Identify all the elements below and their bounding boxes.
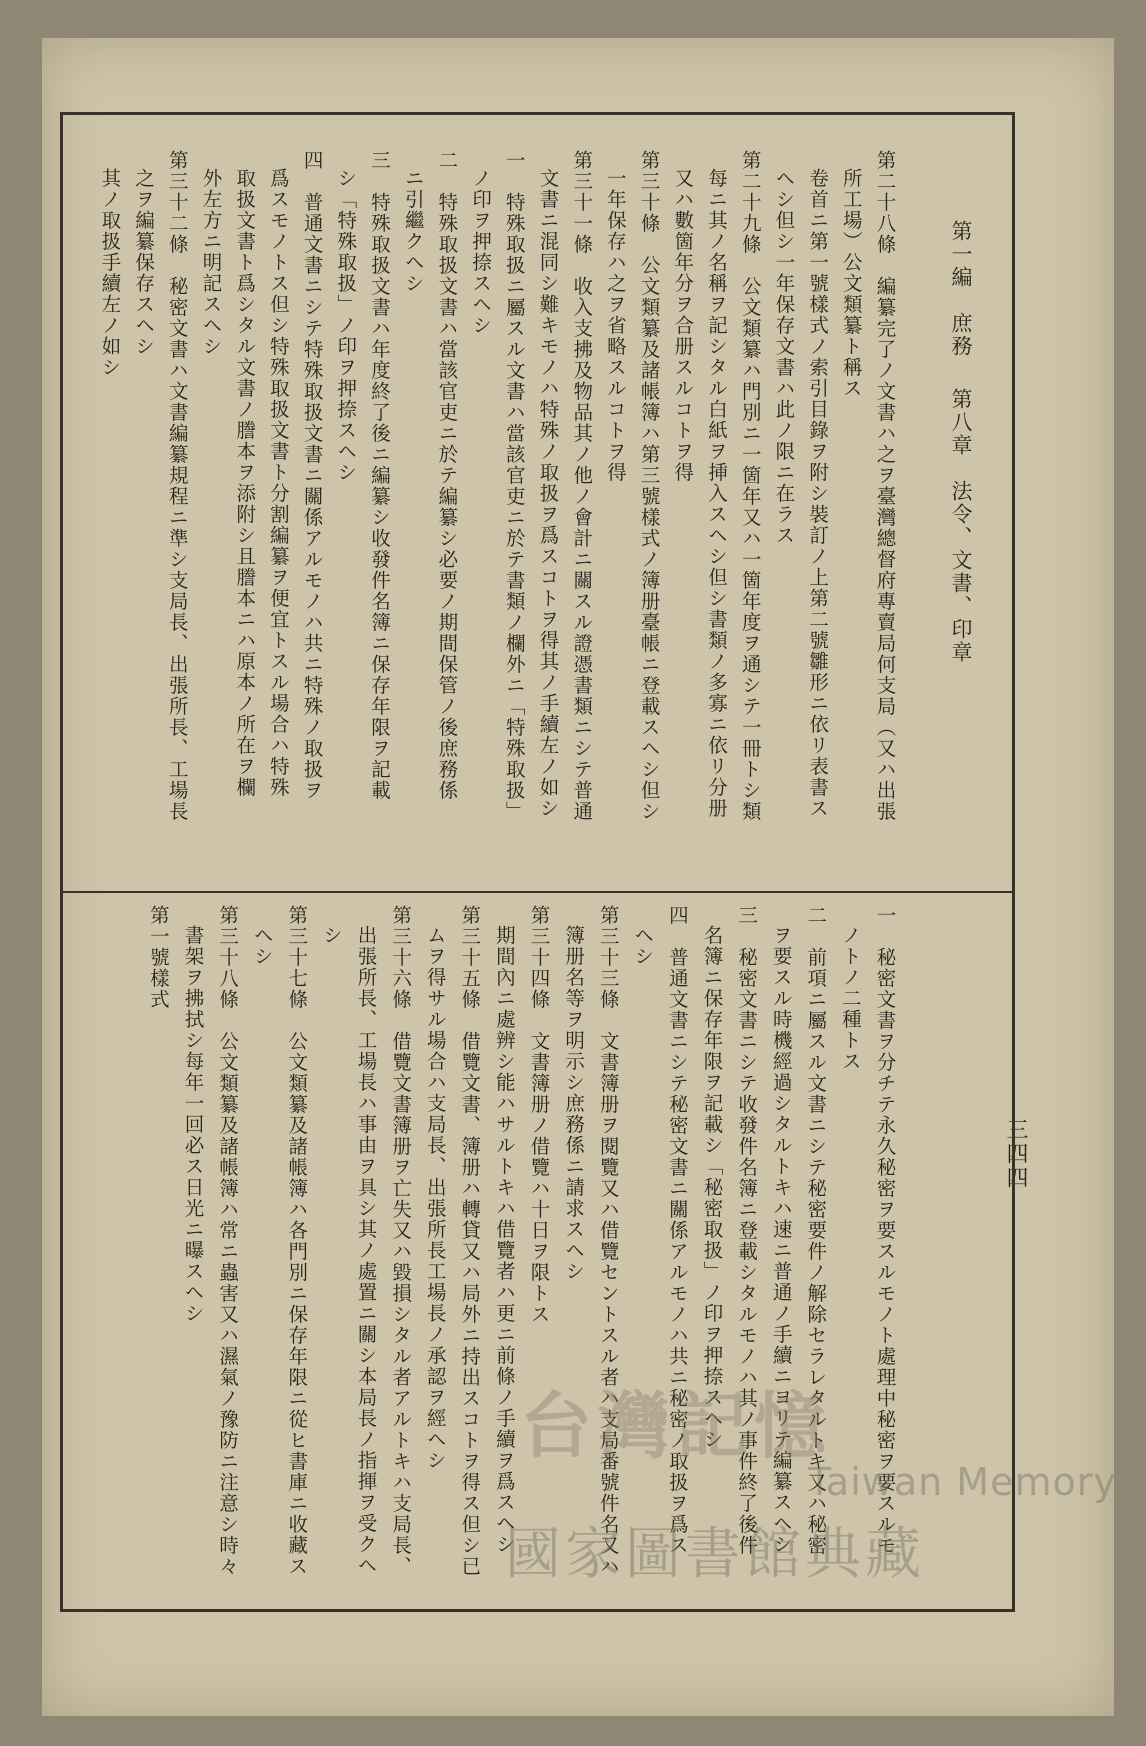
lower-text-line: 一 秘密文書ヲ分チテ永久秘密ヲ要スルモノト處理中秘密ヲ要スルモ <box>873 905 897 1556</box>
upper-text-line: 所工場）公文類纂ト稱ス <box>839 168 863 399</box>
chapter-title: 第八章 法令、文書、印章 <box>949 388 973 664</box>
upper-text-line: 文書ニ混同シ難キモノハ特殊ノ取扱ヲ爲スコトヲ得其ノ手續左ノ如シ <box>536 168 560 819</box>
upper-text-line: 第三十一條 收入支拂及物品其ノ他ノ會計ニ關スル證憑書類ニシテ普通 <box>570 150 594 822</box>
upper-text-line: 三 特殊取扱文書ハ年度終了後ニ編纂シ收發件名簿ニ保存年限ヲ記載 <box>368 150 391 801</box>
book-title: 第一編 庶務 <box>949 220 973 358</box>
upper-text-line: 卷首ニ第一號樣式ノ索引目錄ヲ附シ裝訂ノ上第二號雛形ニ依リ表書ス <box>806 168 830 819</box>
lower-text-line: 期間內ニ處辨シ能ハサルトキハ借覽者ハ更ニ前條ノ手續ヲ爲スヘシ <box>492 925 516 1555</box>
upper-text-line: 四 普通文書ニシテ特殊取扱文書ニ關係アルモノハ共ニ特殊ノ取扱ヲ <box>300 150 324 801</box>
lower-text-line: 二 前項ニ屬スル文書ニシテ秘密要件ノ解除セラレタルトキ又ハ秘密 <box>804 905 828 1556</box>
lower-text-line: 第三十七條 公文類纂及諸帳簿ハ各門別ニ保存年限ニ從ヒ書庫ニ收藏ス <box>285 905 309 1577</box>
upper-text-line: 二 特殊取扱文書ハ當該官吏ニ於テ編纂シ必要ノ期間保管ノ後庶務係 <box>435 150 459 801</box>
lower-text-line: ヘシ <box>250 925 274 967</box>
upper-text-line: 又ハ數箇年分ヲ合册スルコトヲ得 <box>671 168 695 483</box>
upper-text-line: 之ヲ編纂保存スヘシ <box>132 168 156 357</box>
upper-text-line: 爲スモノトス但シ特殊取扱文書ト分割編纂ヲ便宜トスル場合ハ特殊 <box>266 168 290 798</box>
lower-text-line: 出張所長、工場長ハ事由ヲ具シ其ノ處置ニ關シ本局長ノ指揮ヲ受クヘ <box>354 925 378 1576</box>
lower-text-line: 名簿ニ保存年限ヲ記載シ「秘密取扱」ノ印ヲ押捺スヘシ <box>700 925 724 1450</box>
upper-text-line: 取扱文書ト爲シタル文書ノ謄本ヲ添附シ且謄本ニハ原本ノ所在ヲ欄 <box>233 168 257 798</box>
watermark-chinese: 台灣記憶 <box>520 1384 833 1468</box>
lower-text-line: ヲ要スル時機經過シタルトキハ速ニ普通ノ手續ニヨリテ編纂スヘシ <box>769 925 793 1555</box>
upper-text-line: ニ引繼クヘシ <box>401 168 425 294</box>
watermark-english: Taiwan Memory <box>808 1460 1117 1504</box>
lower-text-line: 簿册名等ヲ明示シ庶務係ニ請求スヘシ <box>562 925 586 1282</box>
upper-text-line: 其ノ取扱手續左ノ如シ <box>98 168 122 378</box>
upper-text-line: シ「特殊取扱」ノ印ヲ押捺スヘシ <box>334 168 358 483</box>
lower-text-line: シ <box>319 925 343 946</box>
upper-text-line: ヘシ但シ一年保存文書ハ此ノ限ニ在ラス <box>772 168 796 546</box>
lower-text-line: 第一號樣式 <box>146 905 170 1010</box>
lower-text-line: 第三十八條 公文類纂及諸帳簿ハ常ニ蟲害又ハ濕氣ノ豫防ニ注意シ時々 <box>216 905 240 1577</box>
lower-text-line: ムヲ得サル場合ハ支局長、出張所長工場長ノ承認ヲ經ヘシ <box>423 925 447 1471</box>
lower-text-line: 書架ヲ拂拭シ每年一回必ス日光ニ曝スヘシ <box>181 925 205 1324</box>
upper-text-line: ノ印ヲ押捺スヘシ <box>469 168 493 336</box>
upper-text-line: 每ニ其ノ名稱ヲ記シタル白紙ヲ挿入スヘシ但シ書類ノ多寡ニ依リ分册 <box>705 168 728 819</box>
upper-text-line: 第二十八條 編纂完了ノ文書ハ之ヲ臺灣總督府專賣局何支局（又ハ出張 <box>873 150 897 822</box>
upper-text-line: 第三十二條 秘密文書ハ文書編纂規程ニ準シ支局長、出張所長、工場長 <box>165 150 189 822</box>
lower-text-line: ヘシ <box>631 925 655 967</box>
lower-text-line: ノトノ二種トス <box>838 925 862 1072</box>
upper-text-line: 外左方ニ明記スヘシ <box>199 168 223 357</box>
lower-text-line: 第三十五條 借覽文書、簿册ハ轉貸又ハ局外ニ持出スコトヲ得ス但シ已 <box>458 905 482 1577</box>
upper-text-line: 第二十九條 公文類纂ハ門別ニ一箇年又ハ一箇年度ヲ通シテ一冊トシ類 <box>738 150 762 822</box>
upper-text-line: 一年保存ハ之ヲ省略スルコトヲ得 <box>603 168 627 483</box>
upper-text-line: 一 特殊取扱ニ屬スル文書ハ當該官吏ニ於テ書類ノ欄外ニ「特殊取扱」 <box>502 150 526 822</box>
lower-text-line: 四 普通文書ニシテ秘密文書ニ關係アルモノハ共ニ秘密ノ取扱ヲ爲ス <box>665 905 689 1556</box>
lower-text-line: 三 秘密文書ニシテ收發件名簿ニ登載シタルモノハ其ノ事件終了後件 <box>735 905 759 1556</box>
lower-text-line: 第三十六條 借覽文書簿册ヲ亡失又ハ毀損シタル者アルトキハ支局長、 <box>389 905 413 1577</box>
upper-text-line: 第三十條 公文類纂及諸帳簿ハ第三號樣式ノ簿册臺帳ニ登載スヘシ但シ <box>637 150 661 822</box>
lower-text-line: 第三十三條 文書簿册ヲ閱覽又ハ借覽セントスル者ハ支局番號件名又ハ <box>596 905 620 1577</box>
watermark-library: 國家圖書館典藏 <box>505 1522 925 1587</box>
page-number: 三四四 <box>1003 1118 1028 1190</box>
lower-text-line: 第三十四條 文書簿册ノ借覽ハ十日ヲ限トス <box>527 905 551 1325</box>
section-divider <box>60 891 1015 893</box>
